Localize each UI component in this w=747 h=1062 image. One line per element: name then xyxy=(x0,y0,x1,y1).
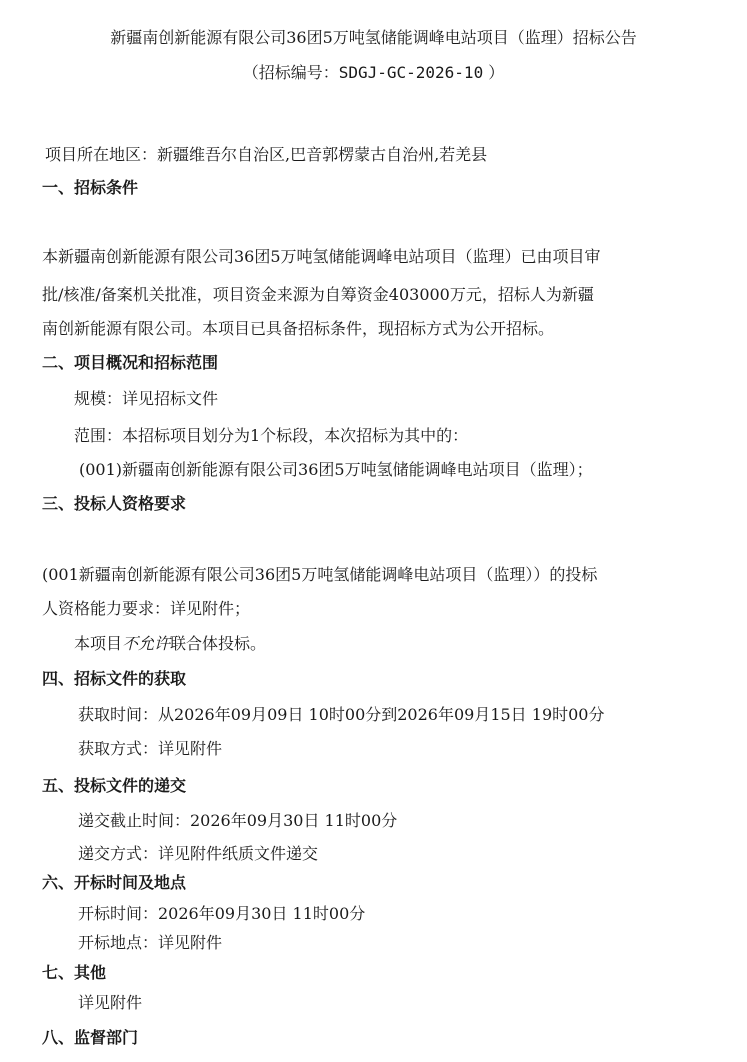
section-1-paragraph-line-2: 批/核准/备案机关批准，项目资金来源为自筹资金403000万元，招标人为新疆 xyxy=(42,285,594,304)
consortium-status: 不允许 xyxy=(122,634,171,653)
section-6-heading: 六、开标时间及地点 xyxy=(42,873,187,892)
section-3-paragraph-line-1: (001新疆南创新能源有限公司36团5万吨氢储能调峰电站项目（监理））的投标 xyxy=(42,565,598,584)
section-1-heading: 一、招标条件 xyxy=(42,178,139,197)
section-3-heading: 三、投标人资格要求 xyxy=(42,494,187,513)
section-5-heading: 五、投标文件的递交 xyxy=(42,776,187,795)
consortium-prefix: 本项目 xyxy=(74,634,123,653)
section-2-lot: (001)新疆南创新能源有限公司36团5万吨氢储能调峰电站项目（监理）； xyxy=(79,460,593,479)
bid-number-code: SDGJ-GC-2026-10 xyxy=(338,63,484,82)
section-4-time: 获取时间：从2026年09月09日 10时00分到2026年09月15日 19时00分 xyxy=(78,705,605,724)
section-5-deadline: 递交截止时间：2026年09月30日 11时00分 xyxy=(78,811,398,830)
section-3-consortium xyxy=(74,633,266,655)
project-location: 项目所在地区：新疆维吾尔自治区,巴音郭楞蒙古自治州,若羌县 xyxy=(45,145,488,164)
section-4-method: 获取方式：详见附件 xyxy=(78,739,223,758)
section-6-place: 开标地点：详见附件 xyxy=(78,933,223,952)
section-3-paragraph-line-2: 人资格能力要求：详见附件； xyxy=(42,599,251,618)
section-7-body: 详见附件 xyxy=(78,993,143,1012)
section-1-paragraph-line-1: 本新疆南创新能源有限公司36团5万吨氢储能调峰电站项目（监理）已由项目审 xyxy=(42,247,601,266)
bid-number-prefix: （招标编号： xyxy=(242,63,339,82)
section-4-heading: 四、招标文件的获取 xyxy=(42,669,187,688)
notice-title: 新疆南创新能源有限公司36团5万吨氢储能调峰电站项目（监理）招标公告 xyxy=(110,28,637,47)
bid-number xyxy=(0,62,747,84)
bid-number-suffix: ） xyxy=(483,63,505,82)
section-5-method: 递交方式：详见附件纸质文件递交 xyxy=(78,844,319,863)
section-2-heading: 二、项目概况和招标范围 xyxy=(42,353,219,372)
section-8-heading: 八、监督部门 xyxy=(42,1028,139,1047)
consortium-suffix: 联合体投标。 xyxy=(170,634,267,653)
section-7-heading: 七、其他 xyxy=(42,963,107,982)
section-2-range: 范围：本招标项目划分为1个标段，本次招标为其中的： xyxy=(74,426,469,445)
section-1-paragraph-line-3: 南创新能源有限公司。本项目已具备招标条件，现招标方式为公开招标。 xyxy=(42,319,555,338)
section-6-time: 开标时间：2026年09月30日 11时00分 xyxy=(78,904,366,923)
section-2-scale: 规模：详见招标文件 xyxy=(74,389,219,408)
